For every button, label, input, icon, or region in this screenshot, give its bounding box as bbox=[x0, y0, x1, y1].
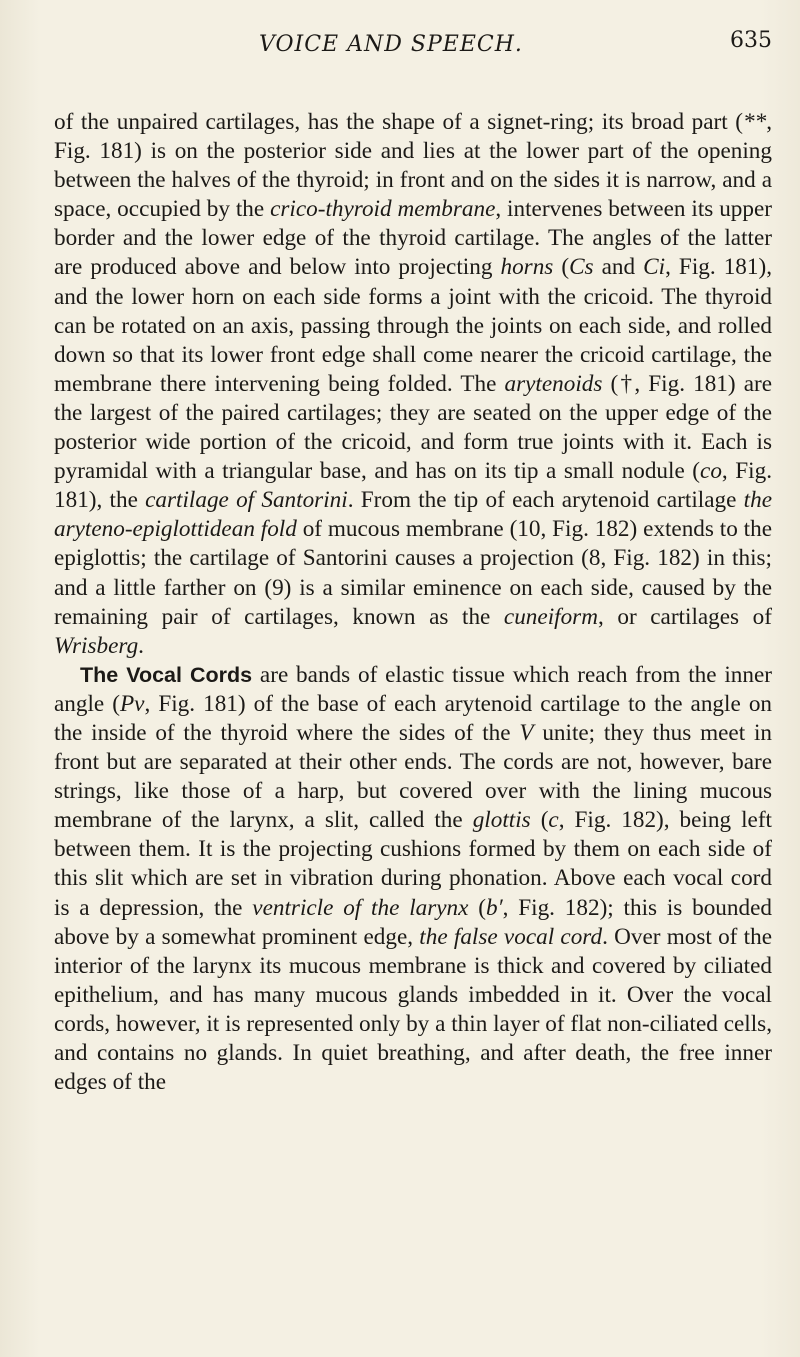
text-run: ( bbox=[530, 807, 549, 834]
italic-term: Ci bbox=[643, 254, 666, 281]
italic-term: cartilage of Santorini bbox=[145, 487, 348, 514]
page-header bbox=[54, 28, 772, 76]
text-run: . Over most of the interior of the larynx its mucous membrane is thick and covered by ciliated epithelium, and has many mucous glands imbedded in it. Over the vocal cords, however, it is represented only by a thin layer of flat non-ciliated cells, and contains no glands. In quiet breathing, and after death, the free inner edges of the bbox=[54, 923, 772, 1096]
italic-term: crico-thyroid membrane bbox=[270, 196, 496, 223]
text-run: , Fig. 181), and the lower horn on each side forms a joint with the cricoid. The thyroid can be rotated on an axis, passing through the joints on each side, and rolled down so that its lower front edge shall come nearer the cricoid cartilage, the membrane there intervening being folded. The bbox=[54, 254, 773, 397]
page-number: 635 bbox=[730, 28, 772, 53]
text-run: . bbox=[138, 632, 144, 659]
italic-term: c bbox=[548, 807, 559, 834]
italic-term: ventricle of the larynx bbox=[252, 894, 469, 921]
italic-term: arytenoids bbox=[504, 370, 603, 397]
body-text bbox=[54, 108, 772, 1097]
italic-term: co bbox=[700, 458, 722, 485]
paragraph-cartilages bbox=[54, 108, 772, 661]
italic-term: cuneiform bbox=[503, 603, 598, 630]
italic-term: horns bbox=[500, 254, 554, 281]
italic-term: Wrisberg bbox=[54, 632, 139, 659]
text-run: ( bbox=[553, 254, 570, 281]
text-run: , Fig. 181) is on the posterior side and lies at the lower part of the opening between the halves of the thyroid; in front and on the sides it is narrow, and a space, occupied by the bbox=[54, 109, 772, 223]
text-run: , Fig. 182), being left between them. It is the projecting cushions formed by them on each side of this slit which are set in vibration during phonation. Above each vocal cord is a depression, the bbox=[54, 807, 772, 921]
italic-term: the aryteno-epiglottidean fold bbox=[54, 487, 772, 543]
italic-term: Pv bbox=[120, 690, 145, 717]
text-run: of the unpaired cartilages, has the shape of a signet-ring; its broad part ( bbox=[54, 109, 744, 135]
text-run: , Fig. 181), the bbox=[54, 458, 772, 514]
italic-term: b′ bbox=[485, 894, 503, 921]
text-run: ( bbox=[468, 894, 486, 921]
text-run: and bbox=[593, 254, 644, 281]
text-run: , or cartilages of bbox=[597, 603, 772, 630]
italic-term: the false vocal cord bbox=[419, 923, 603, 950]
italic-term: Cs bbox=[569, 254, 594, 281]
text-run: (†, Fig. 181) are the largest of the paired cartilages; they are seated on the upper edge of the posterior wide portion of the cricoid, and form true joints with it. Each is pyramidal with a triangular base, and has on its tip a small nodule ( bbox=[54, 370, 772, 485]
text-run: are bands of elastic tissue which reach from the inner angle ( bbox=[54, 661, 772, 717]
text-run: of mucous membrane (10, Fig. 182) extends to the epiglottis; the cartilage of Santorini causes a projection (8, Fig. 182) in this; and a little farther on (9) is a similar eminence on each side, caused by the remaining pair of cartilages, known as the bbox=[54, 516, 772, 630]
text-run: , Fig. 182); this is bounded above by a somewhat prominent edge, bbox=[54, 894, 772, 950]
text-run: . From the tip of each arytenoid cartilage bbox=[347, 487, 744, 514]
running-title: VOICE AND SPEECH. bbox=[259, 32, 523, 57]
italic-term: glottis bbox=[472, 807, 531, 834]
italic-term: ** bbox=[743, 109, 767, 135]
italic-term: V bbox=[519, 719, 534, 746]
text-run: , Fig. 181) of the base of each arytenoid cartilage to the angle on the inside of the thyroid where the sides of the bbox=[54, 690, 773, 746]
text-run: , intervenes between its upper border and the lower edge of the thyroid cartilage. The angles of the latter are produced above and below into projecting bbox=[54, 196, 772, 281]
text-run: unite; they thus meet in front but are separated at their other ends. The cords are not, however, bare strings, like those of a harp, but covered over with the lining mucous membrane of the larynx, a slit, called the bbox=[54, 719, 772, 834]
paragraph-vocal-cords bbox=[54, 661, 772, 1097]
section-heading: The Vocal Cords bbox=[80, 662, 253, 687]
